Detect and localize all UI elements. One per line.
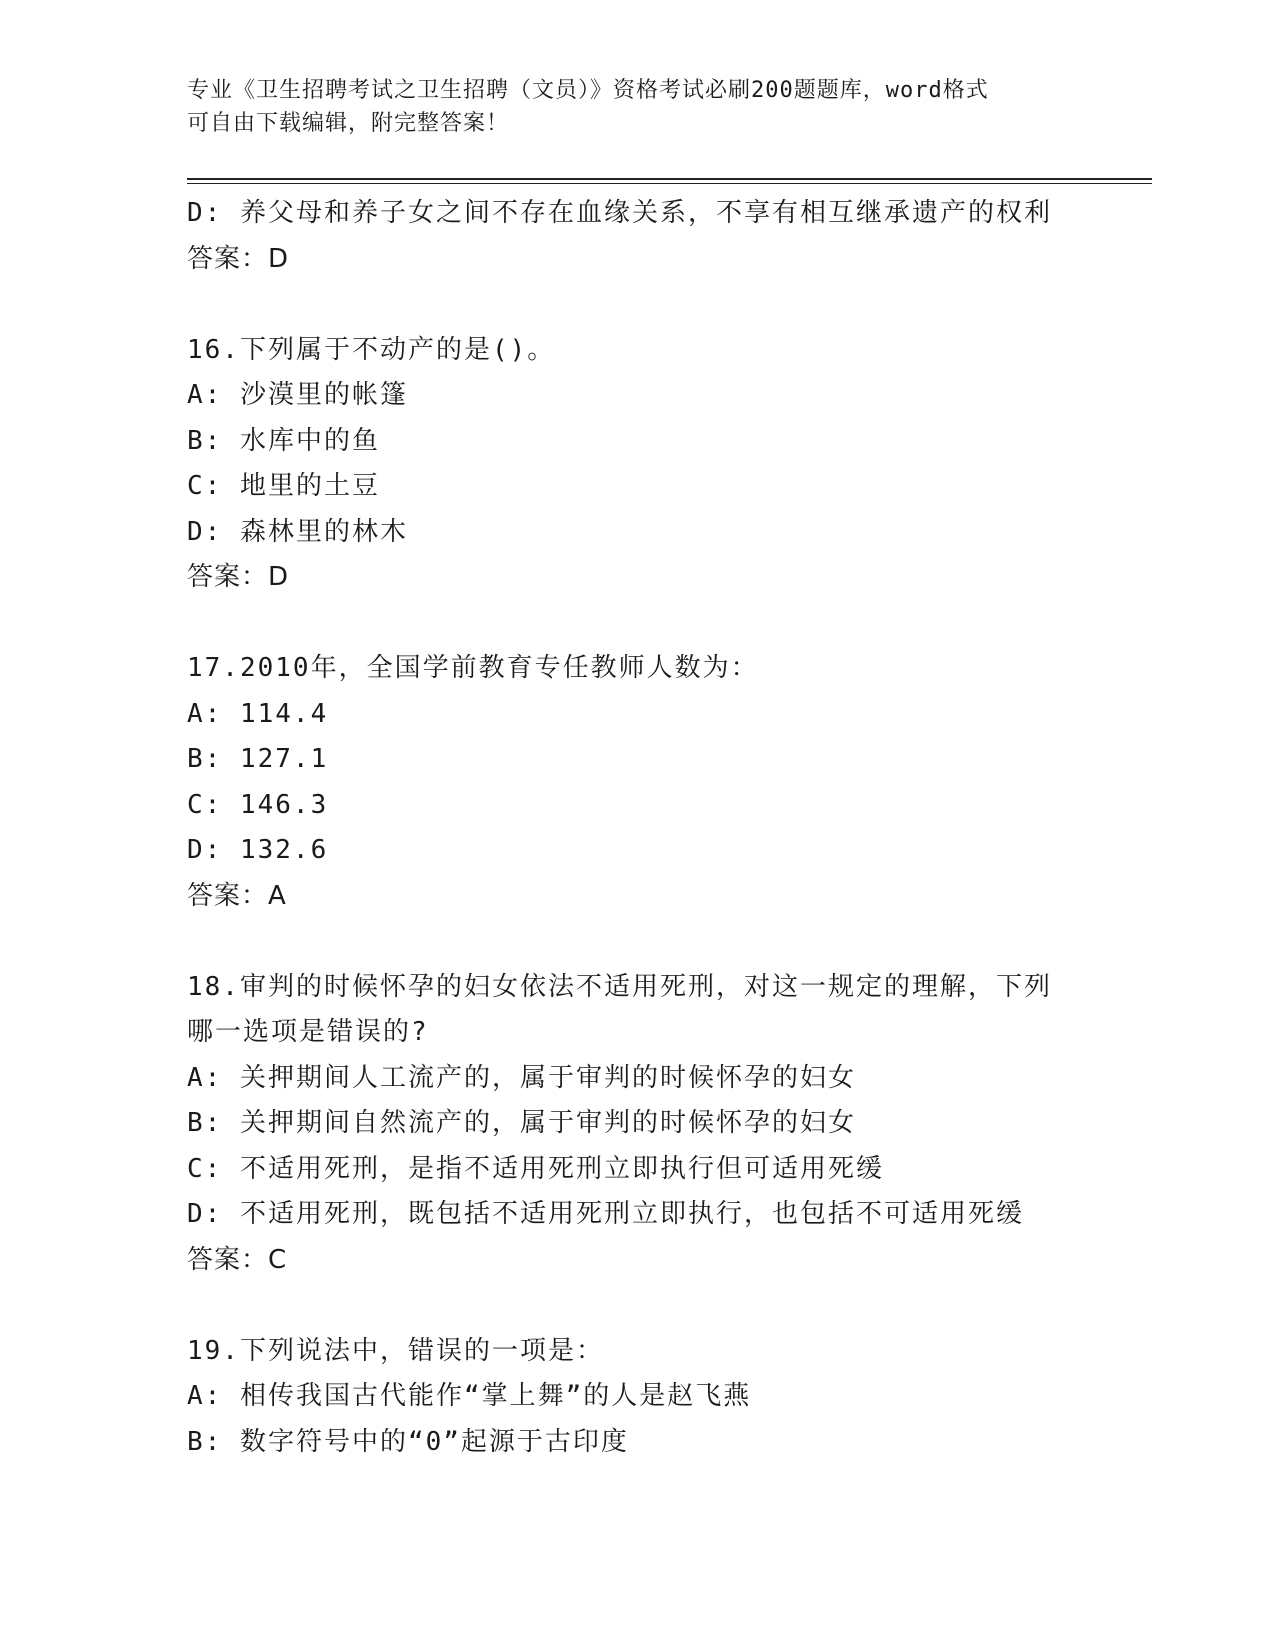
option-c: C: 146.3 — [187, 789, 329, 820]
header-line-2: 可自由下载编辑，附完整答案！ — [187, 111, 510, 136]
option-b: B: 关押期间自然流产的，属于审判的时候怀孕的妇女 — [187, 1108, 856, 1138]
option-b: B: 水库中的鱼 — [187, 425, 380, 456]
answer: 答案：C — [187, 1244, 288, 1275]
option-a: A: 114.4 — [187, 698, 329, 729]
question-stem: 16.下列属于不动产的是()。 — [187, 334, 556, 365]
header-divider-thin — [187, 183, 1152, 184]
question-19 — [187, 1329, 1087, 1466]
question-list — [187, 191, 1087, 1465]
option-a: A: 关押期间人工流产的，属于审判的时候怀孕的妇女 — [187, 1062, 856, 1093]
answer: 答案：D — [187, 243, 290, 274]
answer: 答案：D — [187, 562, 290, 592]
option-a: A: 相传我国古代能作“掌上舞”的人是赵飞燕 — [187, 1381, 752, 1411]
question-18 — [187, 965, 1087, 1284]
question-stem-line-2: 哪一选项是错误的? — [187, 1017, 429, 1047]
question-stem: 19.下列说法中，错误的一项是： — [187, 1335, 604, 1366]
answer: 答案：A — [187, 880, 287, 911]
question-16 — [187, 328, 1087, 601]
header-divider-thick — [187, 178, 1152, 180]
option-c: C: 地里的土豆 — [187, 471, 380, 501]
option-d: D: 养父母和养子女之间不存在血缘关系，不享有相互继承遗产的权利 — [187, 198, 1052, 228]
previous-question-tail — [187, 191, 1087, 282]
question-17 — [187, 646, 1087, 919]
header-line-1: 专业《卫生招聘考试之卫生招聘（文员）》资格考试必刷200题题库，word格式 — [187, 78, 989, 103]
question-stem-line-1: 18.审判的时候怀孕的妇女依法不适用死刑，对这一规定的理解，下列 — [187, 971, 1052, 1002]
question-stem: 17.2010年，全国学前教育专任教师人数为： — [187, 653, 759, 683]
option-b: B: 数字符号中的“0”起源于古印度 — [187, 1426, 629, 1457]
option-d: D: 132.6 — [187, 835, 329, 865]
option-a: A: 沙漠里的帐篷 — [187, 380, 408, 410]
option-d: D: 不适用死刑，既包括不适用死刑立即执行，也包括不可适用死缓 — [187, 1199, 1024, 1229]
option-d: D: 森林里的林木 — [187, 516, 408, 547]
option-b: B: 127.1 — [187, 744, 329, 774]
document-header — [187, 74, 1067, 140]
option-c: C: 不适用死刑，是指不适用死刑立即执行但可适用死缓 — [187, 1153, 884, 1184]
